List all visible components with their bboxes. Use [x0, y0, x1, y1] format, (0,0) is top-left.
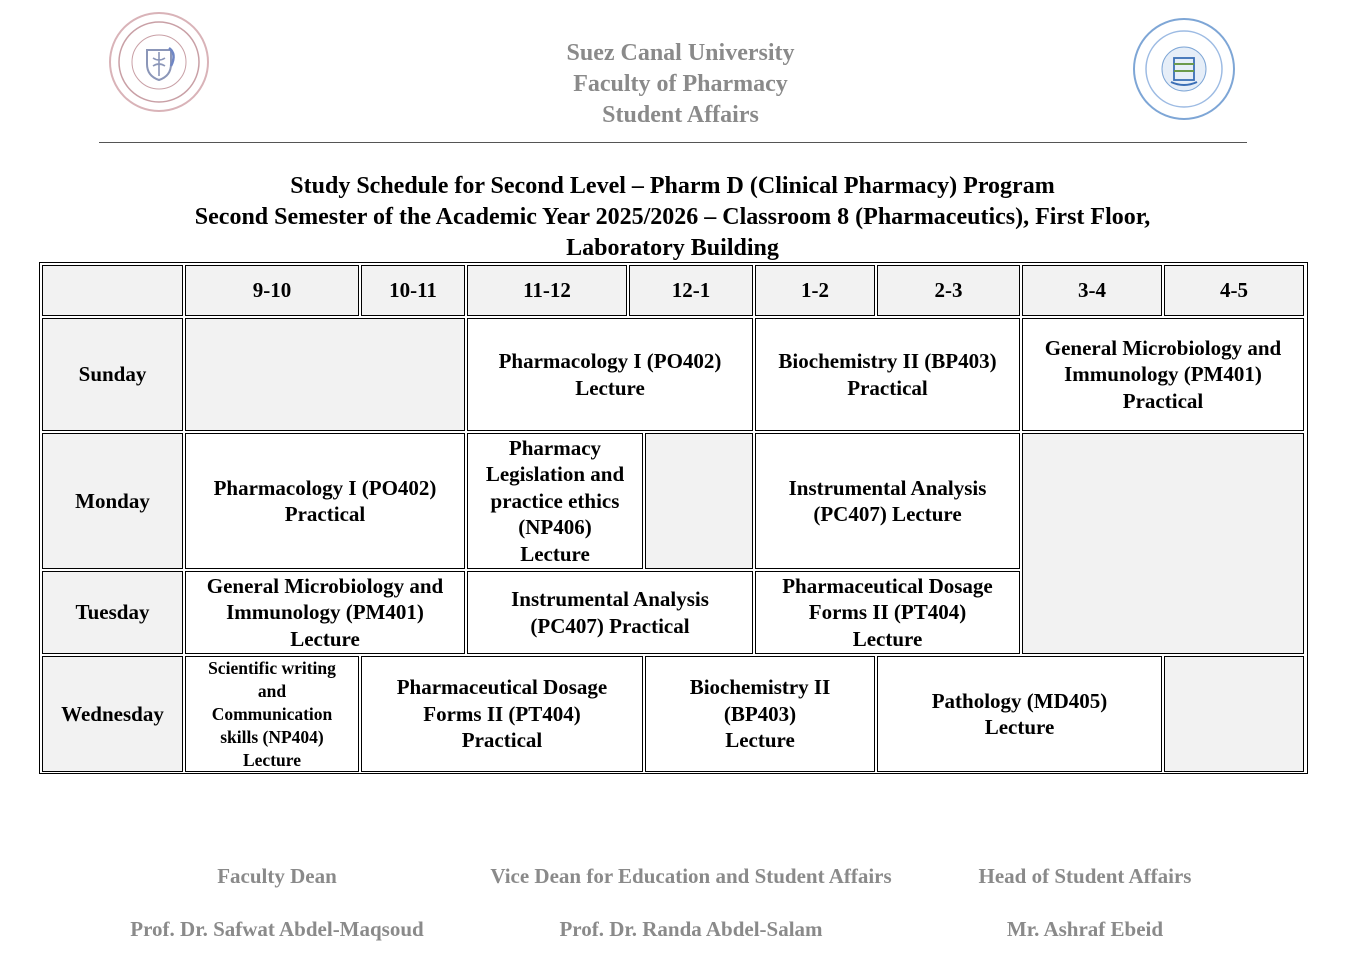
session-cell: Pharmacy Legislation and practice ethics (NP406) Lecture	[467, 433, 643, 569]
day-label: Tuesday	[42, 571, 183, 654]
title-line-1: Study Schedule for Second Level – Pharm D (Clinical Pharmacy) Program	[290, 173, 1055, 199]
empty-slot	[1164, 656, 1304, 772]
time-slot: 4-5	[1164, 265, 1304, 316]
signature-name: Mr. Ashraf Ebeid	[1006, 917, 1164, 941]
time-slot: 9-10	[185, 265, 359, 316]
signature-role: Vice Dean for Education and Student Affairs	[490, 864, 892, 888]
schedule-title	[0, 171, 1345, 264]
schedule-table	[39, 262, 1308, 774]
empty-slot	[645, 433, 753, 569]
session-cell: Pathology (MD405) Lecture	[877, 656, 1162, 772]
day-label: Wednesday	[42, 656, 183, 772]
department-name: Student Affairs	[602, 102, 759, 128]
institution-header	[0, 38, 1361, 131]
signature-name: Prof. Dr. Randa Abdel-Salam	[559, 917, 823, 941]
signature-name: Prof. Dr. Safwat Abdel-Maqsoud	[130, 917, 424, 941]
time-slot: 1-2	[755, 265, 875, 316]
session-cell: Pharmaceutical Dosage Forms II (PT404) Practical	[361, 656, 643, 772]
session-cell: Biochemistry II (BP403) Practical	[755, 318, 1020, 431]
university-name: Suez Canal University	[566, 40, 795, 66]
signature-role: Head of Student Affairs	[978, 864, 1192, 888]
session-cell: Pharmaceutical Dosage Forms II (PT404) Lecture	[755, 571, 1020, 654]
header-divider	[99, 142, 1247, 143]
session-cell: Instrumental Analysis (PC407) Practical	[467, 571, 753, 654]
signature-role: Faculty Dean	[217, 864, 337, 888]
empty-slot	[1022, 433, 1304, 654]
time-slot: 10-11	[361, 265, 465, 316]
session-cell: Pharmacology I (PO402) Lecture	[467, 318, 753, 431]
title-line-3: Laboratory Building	[566, 235, 779, 261]
session-cell: Biochemistry II (BP403) Lecture	[645, 656, 875, 772]
session-cell: Pharmacology I (PO402) Practical	[185, 433, 465, 569]
session-cell: Scientific writing and Communication skills (NP404) Lecture	[185, 656, 359, 772]
corner-cell	[42, 265, 183, 316]
session-cell: Instrumental Analysis (PC407) Lecture	[755, 433, 1020, 569]
empty-slot	[185, 318, 465, 431]
session-cell: General Microbiology and Immunology (PM401) Lecture	[185, 571, 465, 654]
time-slot: 11-12	[467, 265, 627, 316]
faculty-name: Faculty of Pharmacy	[573, 71, 788, 97]
day-label: Sunday	[42, 318, 183, 431]
title-line-2: Second Semester of the Academic Year 2025/2026 – Classroom 8 (Pharmaceutics), First Floor,	[194, 204, 1151, 230]
time-slot: 12-1	[629, 265, 753, 316]
time-slot: 2-3	[877, 265, 1020, 316]
day-label: Monday	[42, 433, 183, 569]
session-cell: General Microbiology and Immunology (PM401) Practical	[1022, 318, 1304, 431]
time-slot: 3-4	[1022, 265, 1162, 316]
